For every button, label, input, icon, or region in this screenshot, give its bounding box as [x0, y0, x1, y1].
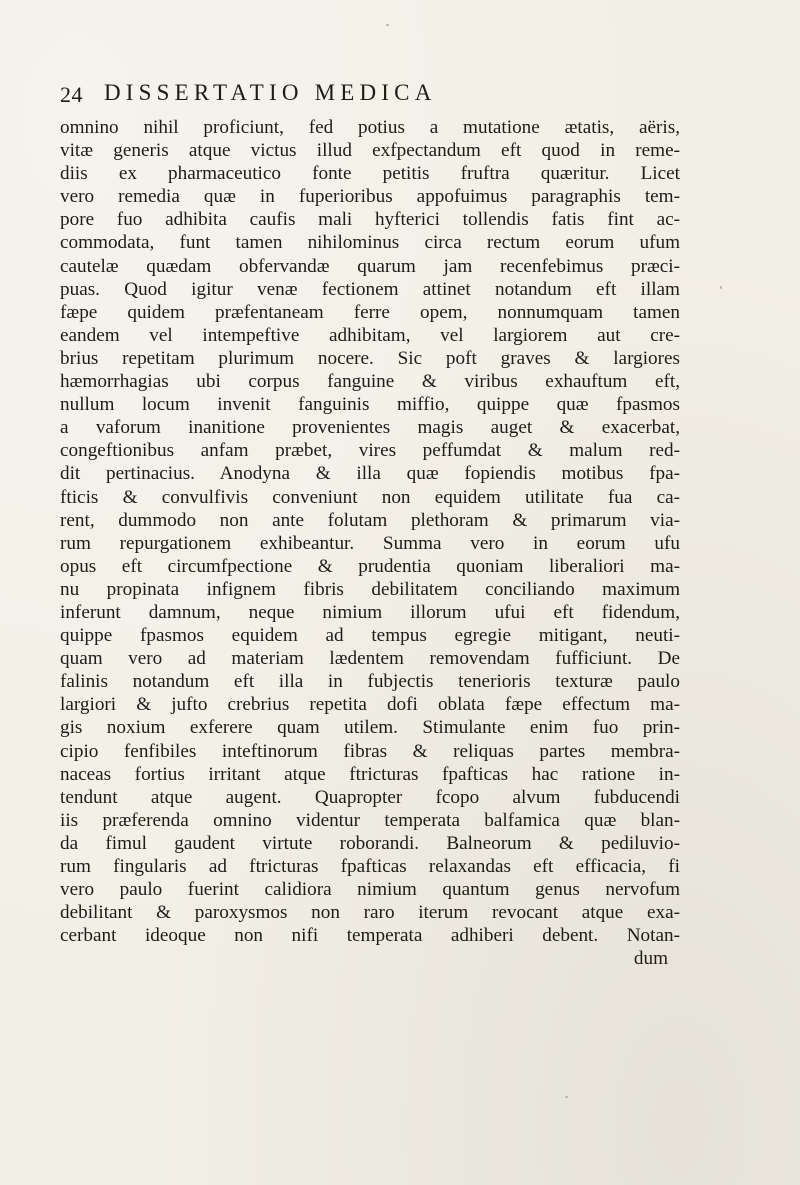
- text-line: tendunt atque augent. Quapropter fcopo alvum fubducendi: [60, 786, 680, 808]
- text-line: vitæ generis atque victus illud exfpectandum eft quod in reme-: [60, 140, 680, 162]
- text-line: eandem vel intempeftive adhibitam, vel largiorem aut cre-: [60, 324, 680, 346]
- text-line: nu propinata infignem fibris debilitatem conciliando maximum: [60, 578, 680, 600]
- text-line: omnino nihil proficiunt, fed potius a mutatione ætatis, aëris,: [60, 117, 680, 138]
- text-line: naceas fortius irritant atque ftricturas fpafticas hac ratione in-: [60, 763, 680, 785]
- text-line: brius repetitam plurimum nocere. Sic poft graves & largiores: [60, 347, 680, 369]
- text-line: iis præferenda omnino videntur temperata balfamica quæ blan-: [60, 809, 680, 831]
- text-line: commodata, funt tamen nihilominus circa rectum eorum ufum: [60, 232, 680, 254]
- text-line: da fimul gaudent virtute roborandi. Balneorum & pediluvio-: [60, 832, 680, 854]
- text-line: a vaforum inanitione provenientes magis auget & exacerbat,: [60, 417, 680, 439]
- text-line: hæmorrhagias ubi corpus fanguine & viribus exhauftum eft,: [60, 371, 680, 393]
- page-header: [60, 80, 670, 110]
- text-line: vero remedia quæ in fuperioribus appofuimus paragraphis tem-: [60, 186, 680, 208]
- text-line: pore fuo adhibita caufis mali hyfterici tollendis fatis fint ac-: [60, 209, 680, 231]
- page-number: 24: [60, 82, 83, 107]
- text-line: gis noxium exferere quam utilem. Stimulante enim fuo prin-: [60, 717, 680, 739]
- text-line: nullum locum invenit fanguinis miffio, quippe quæ fpasmos: [60, 394, 680, 416]
- catchword: dum: [633, 948, 668, 970]
- paper-speck: [565, 1096, 568, 1098]
- text-line: fticis & convulfivis conveniunt non equidem utilitate fua ca-: [60, 486, 680, 508]
- text-line: vero paulo fuerint calidiora nimium quantum genus nervofum: [60, 879, 680, 901]
- text-line: congeftionibus anfam præbet, vires peffumdat & malum red-: [60, 440, 680, 462]
- text-line: opus eft circumfpectione & prudentia quoniam liberaliori ma-: [60, 555, 680, 577]
- text-line: inferunt damnum, neque nimium illorum ufui eft fidendum,: [60, 601, 680, 623]
- text-line: rum fingularis ad ftricturas fpafticas relaxandas eft efficacia, fi: [60, 856, 680, 877]
- text-line: debilitant & paroxysmos non raro iterum revocant atque exa-: [60, 902, 680, 924]
- text-line: cipio fenfibiles inteftinorum fibras & reliquas partes membra-: [60, 740, 680, 762]
- text-line: fæpe quidem præfentaneam ferre opem, nonnumquam tamen: [60, 301, 680, 323]
- text-line: diis ex pharmaceutico fonte petitis fruftra quæritur. Licet: [60, 163, 680, 185]
- text-line: falinis notandum eft illa in fubjectis tenerioris texturæ paulo: [60, 671, 680, 693]
- paper-speck: [386, 24, 389, 26]
- text-line: puas. Quod igitur venæ fectionem attinet notandum eft illam: [60, 278, 680, 300]
- text-line: largiori & jufto crebrius repetita dofi oblata fæpe effectum ma-: [60, 694, 680, 716]
- text-line: rum repurgationem exhibeantur. Summa vero in eorum ufu: [60, 532, 680, 554]
- text-line: quam vero ad materiam lædentem removendam fufficiunt. De: [60, 648, 680, 670]
- text-line: cautelæ quædam obfervandæ quarum jam recenfebimus præci-: [60, 255, 680, 277]
- text-line: dit pertinacius. Anodyna & illa quæ fopiendis motibus fpa-: [60, 463, 680, 485]
- body-text: [60, 116, 680, 970]
- paper-speck: [720, 286, 722, 289]
- running-title: DISSERTATIO MEDICA: [104, 80, 437, 105]
- text-line: cerbant ideoque non nifi temperata adhiberi debent. Notan-: [60, 925, 680, 947]
- text-line: quippe fpasmos equidem ad tempus egregie mitigant, neuti-: [60, 625, 680, 647]
- text-line: rent, dummodo non ante folutam plethoram & primarum via-: [60, 509, 680, 531]
